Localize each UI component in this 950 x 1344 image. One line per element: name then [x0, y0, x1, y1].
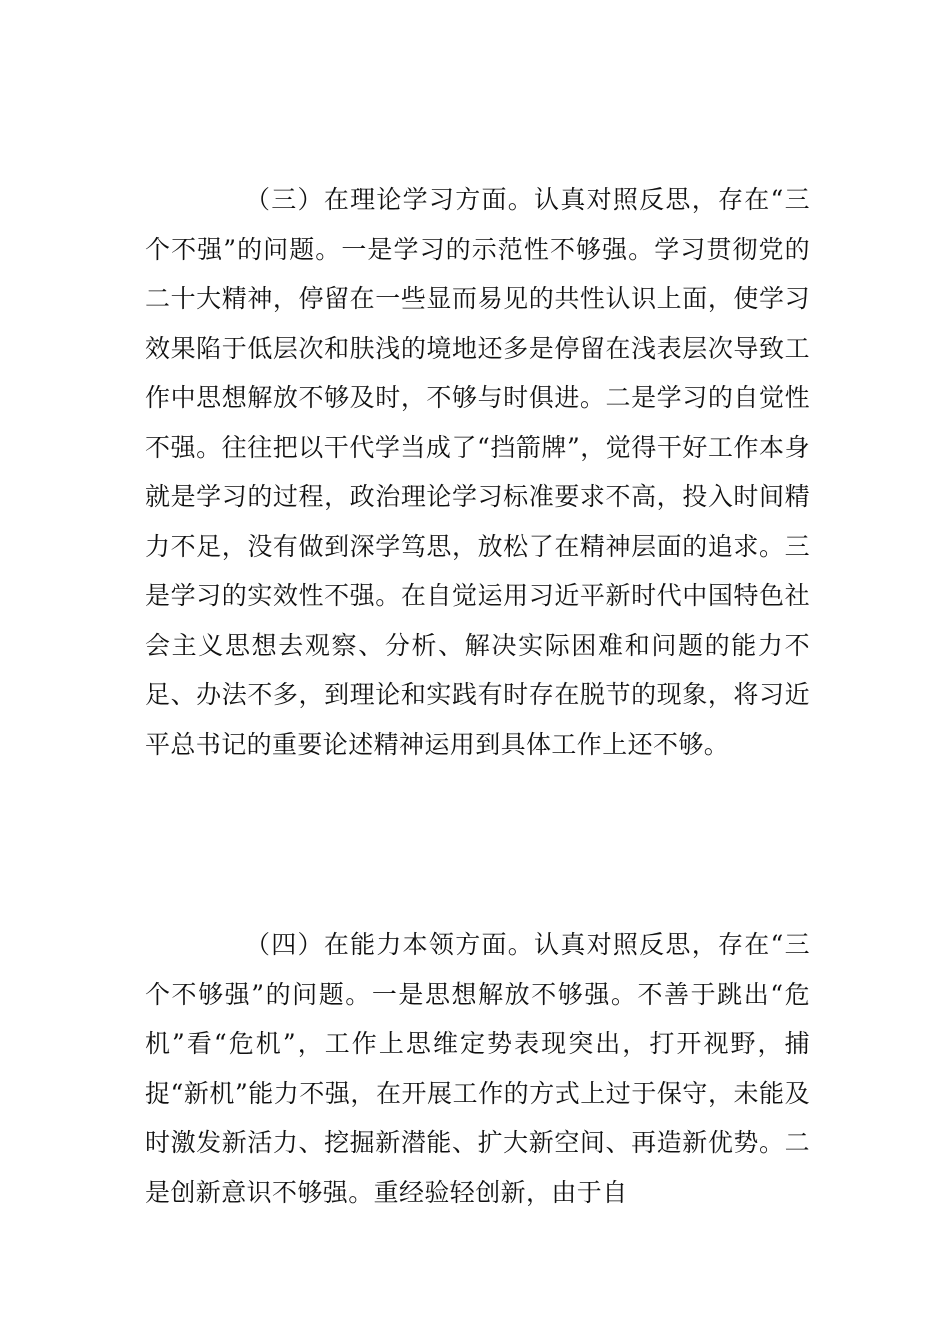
paragraph-theory-study: （三）在理论学习方面。认真对照反思，存在“三个不强”的问题。一是学习的示范性不够强。学习贯彻党的二十大精神，停留在一些显而易见的共性认识上面，使学习效果陷于低层次和肤浅的境地还多是停留在浅表层次导致工作中思想解放不够及时，不够与时俱进。二是学习的自觉性不强。往往把以干代学当成了“挡箭牌”，觉得干好工作本身就是学习的过程，政治理论学习标准要求不高，投入时间精力不足，没有做到深学笃思，放松了在精神层面的追求。三是学习的实效性不强。在自觉运用习近平新时代中国特色社会主义思想去观察、分析、解决实际困难和问题的能力不足、办法不多，到理论和实践有时存在脱节的现象，将习近平总书记的重要论述精神运用到具体工作上还不够。: [145, 185, 810, 759]
paragraph-capability: （四）在能力本领方面。认真对照反思，存在“三个不够强”的问题。一是思想解放不够强。不善于跳出“危机”看“危机”，工作上思维定势表现突出，打开视野，捕捉“新机”能力不强，在开展工作的方式上过于保守，未能及时激发新活力、挖掘新潜能、扩大新空间、再造新优势。二是创新意识不够强。重经验轻创新，由于自: [145, 930, 810, 1207]
